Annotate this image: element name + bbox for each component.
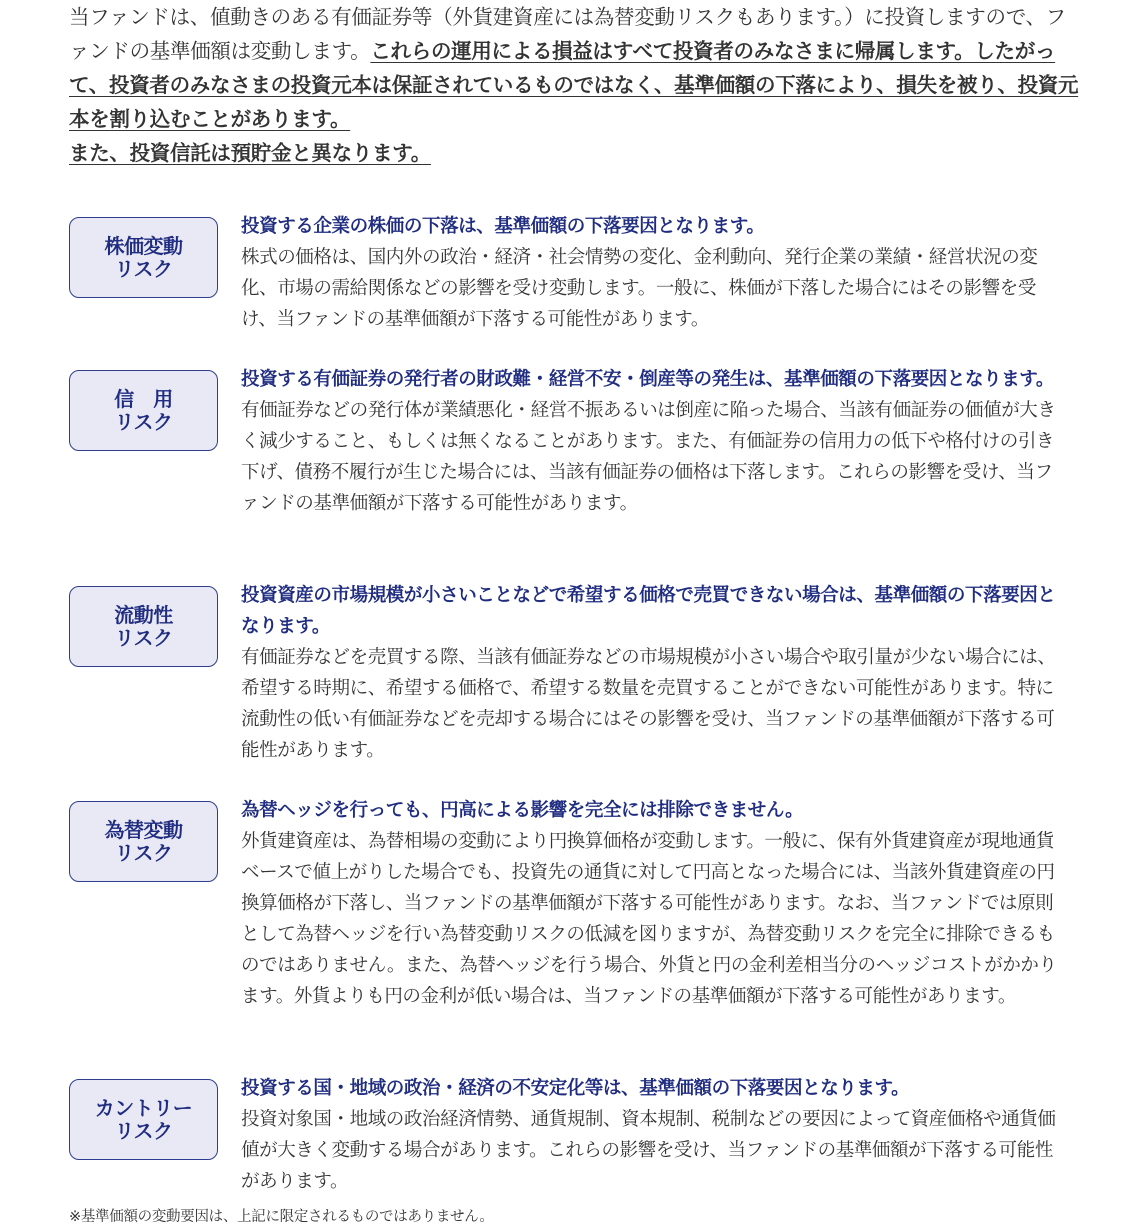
risk-badge-subtitle: リスク	[114, 1118, 173, 1143]
risk-badge-subtitle: リスク	[114, 409, 173, 434]
risk-badge-subtitle: リスク	[114, 256, 173, 281]
risk-headline: 投資資産の市場規模が小さいことなどで希望する価格で売買できない場合は、基準価額の下落要因となります。	[241, 585, 1056, 637]
risk-content	[241, 795, 1063, 1012]
risk-description: 有価証券などを売買する際、当該有価証券などの市場規模が小さい場合や取引量が少ない場合には、希望する時期に、希望する価格で、希望する数量を売買することができない可能性があります。特に流動性の低い有価証券などを売却する場合にはその影響を受け、当ファンドの基準価額が下落する可能性があります。	[241, 647, 1056, 761]
risk-badge-title: カントリー	[94, 1095, 193, 1120]
intro-emphasis-2: また、投資信託は預貯金と異なります。	[69, 141, 431, 165]
intro-text	[69, 0, 1079, 136]
risk-badge-title: 為替変動	[104, 817, 183, 842]
risk-badge	[69, 801, 218, 882]
intro-deposit-note	[69, 136, 1079, 170]
footnote: ※基準価額の変動要因は、上記に限定されるものではありません。	[69, 1209, 494, 1225]
risk-content	[241, 211, 1063, 335]
risk-badge-title: 株価変動	[104, 233, 183, 258]
risk-badge-title: 信 用	[114, 386, 173, 411]
risk-content	[241, 580, 1063, 766]
risk-content	[241, 1073, 1063, 1197]
risk-badge	[69, 586, 218, 667]
risk-badge-title: 流動性	[114, 602, 173, 627]
risk-badge-subtitle: リスク	[114, 625, 173, 650]
risk-headline: 投資する企業の株価の下落は、基準価額の下落要因となります。	[241, 216, 765, 237]
intro-plain: 当ファンドは、値動きのある有価証券等（外貨建資産には為替変動リスクもあります。）に投資しますので、ファンドの基準価額は変動します。	[69, 5, 1066, 63]
risk-badge	[69, 1079, 218, 1160]
risk-description: 株式の価格は、国内外の政治・経済・社会情勢の変化、金利動向、発行企業の業績・経営状況の変化、市場の需給関係などの影響を受け変動します。一般に、株価が下落した場合にはその影響を受け、当ファンドの基準価額が下落する可能性があります。	[241, 247, 1038, 330]
risk-description: 投資対象国・地域の政治経済情勢、通貨規制、資本規制、税制などの要因によって資産価格や通貨価値が大きく変動する場合があります。これらの影響を受け、当ファンドの基準価額が下落する可能性があります。	[241, 1109, 1056, 1192]
risk-headline: 為替ヘッジを行っても、円高による影響を完全には排除できません。	[241, 800, 804, 821]
risk-headline: 投資する有価証券の発行者の財政難・経営不安・倒産等の発生は、基準価額の下落要因となります。	[241, 369, 1055, 390]
risk-description: 外貨建資産は、為替相場の変動により円換算価格が変動します。一般に、保有外貨建資産が現地通貨ベースで値上がりした場合でも、投資先の通貨に対して円高となった場合には、当該外貨建資産の円換算価格が下落し、当ファンドの基準価額が下落する可能性があります。なお、当ファンドでは原則として為替ヘッジを行い為替変動リスクの低減を図りますが、為替変動リスクを完全に排除できるものではありません。また、為替ヘッジを行う場合、外貨と円の金利差相当分のヘッジコストがかかります。外貨よりも円の金利が低い場合は、当ファンドの基準価額が下落する可能性があります。	[241, 831, 1057, 1007]
risk-badge-subtitle: リスク	[114, 840, 173, 865]
risk-headline: 投資する国・地域の政治・経済の不安定化等は、基準価額の下落要因となります。	[241, 1078, 910, 1099]
intro-emphasis: これらの運用による損益はすべて投資者のみなさまに帰属します。したがって、投資者のみなさまの投資元本は保証されているものではなく、基準価額の下落により、損失を被り、投資元本を割り込むことがあります。	[69, 39, 1079, 131]
risk-content	[241, 364, 1063, 519]
risk-badge	[69, 217, 218, 298]
intro-paragraph	[69, 0, 1079, 170]
risk-badge	[69, 370, 218, 451]
risk-description: 有価証券などの発行体が業績悪化・経営不振あるいは倒産に陥った場合、当該有価証券の価値が大きく減少すること、もしくは無くなることがあります。また、有価証券の信用力の低下や格付けの引き下げ、債務不履行が生じた場合には、当該有価証券の価格は下落します。これらの影響を受け、当ファンドの基準価額が下落する可能性があります。	[241, 400, 1056, 514]
